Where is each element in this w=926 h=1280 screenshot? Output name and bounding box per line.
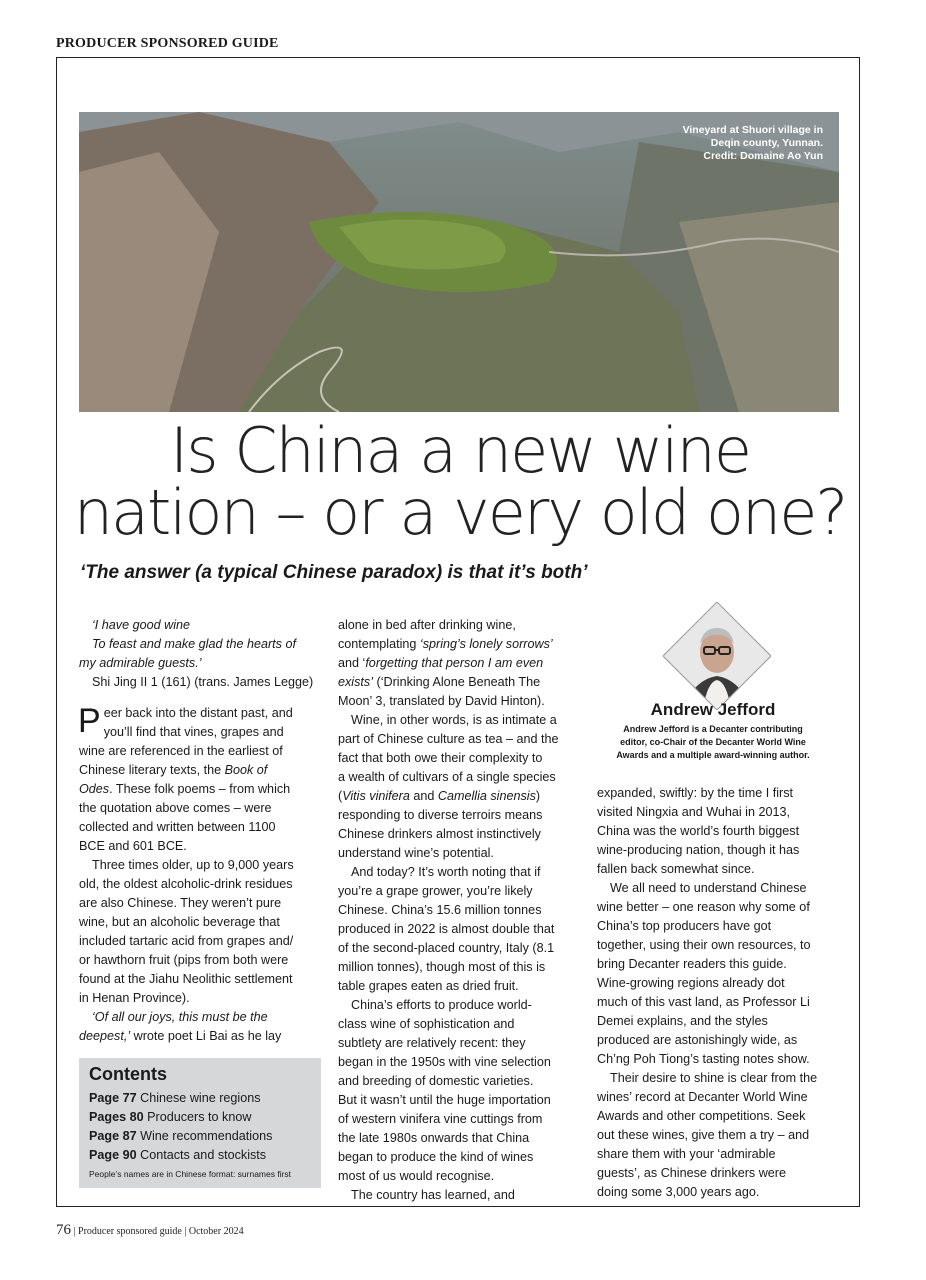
text-line: you’ll find that vines, grapes and [103,725,284,739]
text-line: part of Chinese culture as tea – and the [338,732,559,746]
column-3 [597,784,847,1202]
headline-line: Is China a new wine [169,414,751,487]
footer-text: | Producer sponsored guide | October 2024 [71,1226,244,1237]
book-title: Odes [79,782,110,796]
text-line: doing some 3,000 years ago. [597,1185,760,1199]
text-line: began in the 1950s with vine selection [338,1055,551,1069]
text-line: subtlety are relatively recent: they [338,1036,526,1050]
text-line: expanded, swiftly: by the time I first [597,786,793,800]
text-line: table grapes eaten as dried fruit. [338,979,519,993]
text-line: are also Chinese. They weren’t pure [79,896,282,910]
text-line: or hawthorn fruit (pips from both were [79,953,289,967]
text-line: Wine-growing regions already dot [597,976,785,990]
contents-item[interactable] [89,1127,311,1146]
poem-line: my admirable guests.’ [79,656,202,670]
text-line: of the second-placed country, Italy (8.1 [338,941,555,955]
text-line: China was the world’s fourth biggest [597,824,800,838]
text-line: Demei explains, and the styles [597,1014,768,1028]
vineyard-photo [79,112,839,412]
text-line [79,780,329,799]
text-line: wine, but an alcoholic beverage that [79,915,280,929]
text-line: produced in 2022 is almost double that [338,922,555,936]
text-fragment: ) [535,789,541,803]
species-name: Camellia sinensis [437,789,536,803]
standfirst: ‘The answer (a typical Chinese paradox) is that it’s both’ [80,562,588,583]
text-line [338,635,588,654]
poem-line: To feast and make glad the hearts of [92,637,296,651]
bio-line: Andrew Jefford is a Decanter contributing [623,724,803,734]
text-line: wine better – one reason why some of [597,900,810,914]
contents-page: Page 77 [89,1091,137,1105]
page-footer [56,1222,244,1239]
contents-page: Page 87 [89,1129,137,1143]
poem-attribution: Shi Jing II 1 (161) (trans. James Legge) [92,675,314,689]
text-line: fallen back somewhat since. [597,862,755,876]
text-fragment: and [409,789,438,803]
contents-box [79,1058,321,1188]
text-line: BCE and 601 BCE. [79,839,187,853]
contents-item[interactable] [89,1146,311,1165]
text-line: began to produce the kind of wines [338,1150,534,1164]
text-line: old, the oldest alcoholic-drink residues [79,877,293,891]
text-line: China’s efforts to produce world- [351,998,532,1012]
text-line: million tonnes), though most of this is [338,960,546,974]
text-line: wines’ record at Decanter World Wine [597,1090,808,1104]
text-fragment: contemplating [338,637,420,651]
text-line: responding to diverse terroirs means [338,808,543,822]
text-line: you’re a grape grower, you’re likely [338,884,533,898]
quote-fragment: ‘spring’s lonely sorrows’ [419,637,553,651]
text-line: fact that both owe their complexity to [338,751,543,765]
contents-page: Page 90 [89,1148,137,1162]
text-line [338,787,588,806]
caption-line: Credit: Domaine Ao Yun [703,150,823,162]
text-line: share them with your ‘admirable [597,1147,776,1161]
paragraph [79,1008,329,1046]
text-line: understand wine’s potential. [338,846,494,860]
text-line [338,654,588,673]
text-line: visited Ningxia and Wuhai in 2013, [597,805,790,819]
quote-fragment: exists’ [338,675,373,689]
text-line: the quotation above comes – were [79,801,272,815]
quote-fragment: deepest,’ [79,1029,131,1043]
text-line: collected and written between 1100 [79,820,276,834]
text-line: Awards and other competitions. Seek [597,1109,806,1123]
text-fragment: wrote poet Li Bai as he lay [130,1029,282,1043]
author-bio [597,723,829,762]
drop-cap: P [78,702,101,740]
headline [60,414,860,549]
contents-label: Contacts and stockists [136,1148,267,1162]
text-line: guests’, as Chinese drinkers were [597,1166,786,1180]
contents-item[interactable] [89,1089,311,1108]
text-line: And today? It’s worth noting that if [351,865,541,879]
text-line: bring Decanter readers this guide. [597,957,787,971]
text-line [79,761,329,780]
text-line: But it wasn’t until the huge importation [338,1093,551,1107]
book-title: Book of [224,763,268,777]
contents-page: Pages 80 [89,1110,144,1124]
text-line: and breeding of domestic varieties. [338,1074,534,1088]
contents-title: Contents [89,1064,167,1084]
paragraph [79,704,329,856]
contents-item[interactable] [89,1108,311,1127]
text-line: most of us would recognise. [338,1169,495,1183]
text-fragment: Chinese literary texts, the [79,763,225,777]
text-line: We all need to understand Chinese [610,881,807,895]
text-fragment: ( [338,789,343,803]
text-line: Chinese drinkers almost instinctively [338,827,541,841]
caption-line: Vineyard at Shuori village in [682,124,823,136]
text-line: Their desire to shine is clear from the [610,1071,818,1085]
text-line: The country has learned, and [351,1188,515,1202]
text-line: Chinese. China’s 15.6 million tonnes [338,903,542,917]
paragraph [79,856,329,1008]
text-line: Ch’ng Poh Tiong’s tasting notes show. [597,1052,810,1066]
text-line: eer back into the distant past, and [103,706,293,720]
contents-note: People’s names are in Chinese format: surnames first [89,1169,292,1179]
text-line: together, using their own resources, to [597,938,811,952]
text-fragment: and ‘ [338,656,366,670]
avatar [663,602,771,710]
text-line: Wine, in other words, is as intimate a [351,713,557,727]
text-line: included tartaric acid from grapes and/ [79,934,294,948]
section-label: PRODUCER SPONSORED GUIDE [56,36,279,51]
text-line: ‘Of all our joys, this must be the [92,1010,268,1024]
text-line: wine are referenced in the earliest of [79,744,283,758]
poem-line: ‘I have good wine [92,618,191,632]
text-line: Three times older, up to 9,000 years [92,858,294,872]
quote-fragment: forgetting that person I am even [365,656,544,670]
text-line: Moon’ 3, translated by David Hinton). [338,694,545,708]
bio-line: Awards and a multiple award-winning author. [616,750,810,760]
text-line: class wine of sophistication and [338,1017,515,1031]
text-fragment: . These folk poems – from which [109,782,291,796]
text-line: wine-producing nation, though it has [597,843,800,857]
author-name: Andrew Jefford [650,700,776,719]
headline-line: nation – or a very old one? [73,476,847,549]
column-1 [79,616,329,1046]
text-line: alone in bed after drinking wine, [338,618,516,632]
contents-label: Wine recommendations [136,1129,273,1143]
text-line: the late 1980s onwards that China [338,1131,530,1145]
text-fragment: (‘Drinking Alone Beneath The [373,675,541,689]
text-line: out these wines, give them a try – and [597,1128,810,1142]
species-name: Vitis vinifera [342,789,410,803]
text-line: a wealth of cultivars of a single species [338,770,556,784]
text-line [338,673,588,692]
page-number: 76 [56,1222,71,1238]
contents-label: Producers to know [143,1110,252,1124]
author-portrait [663,602,771,710]
text-line: China’s top producers have got [597,919,772,933]
text-line: in Henan Province). [79,991,190,1005]
text-line [79,1027,329,1046]
contents-label: Chinese wine regions [136,1091,261,1105]
text-line: of western vinifera vine cuttings from [338,1112,543,1126]
bio-line: editor, co-Chair of the Decanter World Wine [620,737,806,747]
text-line: found at the Jiahu Neolithic settlement [79,972,293,986]
photo-caption [683,124,823,163]
caption-line: Deqin county, Yunnan. [710,137,823,149]
column-2 [338,616,588,1205]
text-line: much of this vast land, as Professor Li [597,995,810,1009]
text-line: produced are astonishingly wide, as [597,1033,798,1047]
